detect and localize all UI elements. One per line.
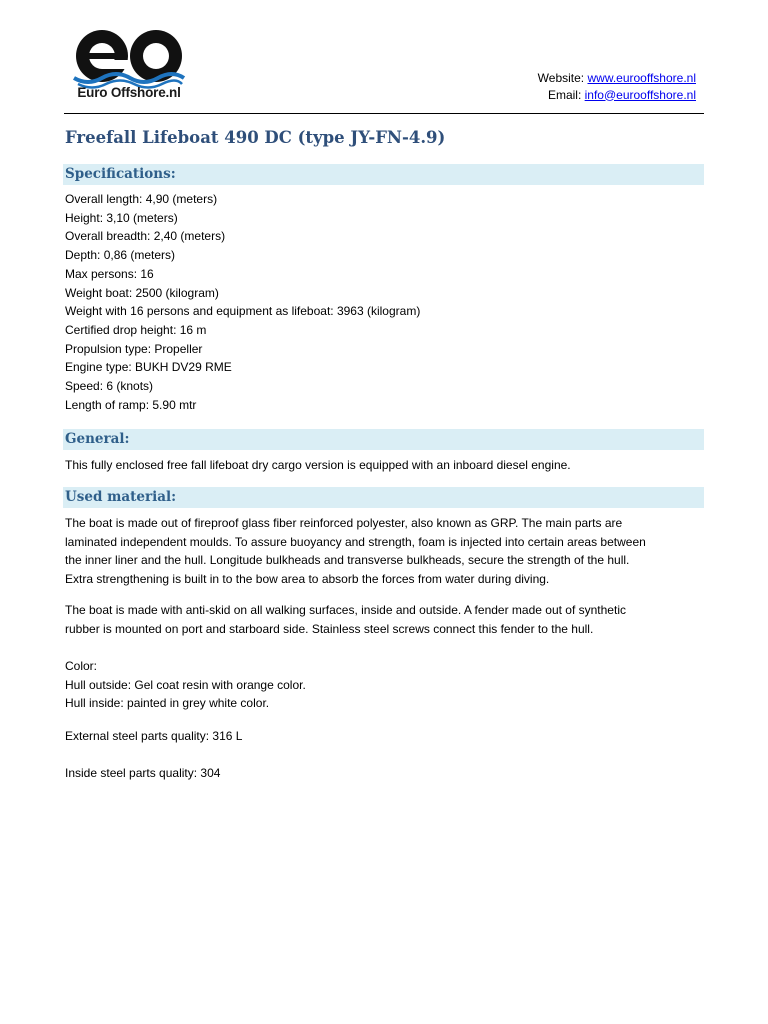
spec-item: Length of ramp: 5.90 mtr	[65, 397, 197, 412]
contact-info	[538, 70, 696, 103]
hull-outside-text: Hull outside: Gel coat resin with orange color.	[65, 677, 306, 692]
external-steel-text: External steel parts quality: 316 L	[65, 729, 243, 743]
material-paragraph-line: Extra strengthening is built in to the bow area to absorb the forces from water during diving.	[65, 572, 550, 587]
material-paragraph-line: The boat is made with anti-skid on all walking surfaces, inside and outside. A fender made out of synthetic	[65, 603, 626, 617]
spec-item: Overall length: 4,90 (meters)	[65, 192, 218, 206]
general-section-bar	[63, 429, 704, 450]
website-label: Website:	[537, 71, 588, 85]
color-label: Color:	[65, 659, 98, 673]
spec-item: Speed: 6 (knots)	[65, 379, 154, 394]
general-text: This fully enclosed free fall lifeboat dry cargo version is equipped with an inboard diesel engine.	[65, 458, 571, 472]
material-paragraph-line: the inner liner and the hull. Longitude bulkheads and transverse bulkheads, secure the strength of the hull.	[65, 553, 630, 568]
website-line	[538, 70, 696, 87]
email-label: Email:	[547, 87, 585, 102]
logo-text: Euro Offshore.nl	[77, 85, 181, 100]
specifications-section-bar	[63, 164, 704, 185]
general-heading: General:	[65, 431, 130, 447]
email-link[interactable]: info@eurooffshore.nl	[584, 87, 696, 102]
spec-item: Engine type: BUKH DV29 RME	[65, 360, 232, 375]
material-paragraph-line: The boat is made out of fireproof glass fiber reinforced polyester, also known as GRP. The main parts are	[65, 516, 623, 530]
spec-item: Max persons: 16	[65, 266, 154, 281]
specifications-list	[65, 190, 420, 414]
material-paragraph-line: laminated independent moulds. To assure buoyancy and strength, foam is injected into certain areas between	[65, 534, 646, 549]
spec-item: Height: 3,10 (meters)	[65, 210, 178, 225]
used-material-heading: Used material:	[65, 489, 177, 505]
hull-inside-text: Hull inside: painted in grey white color.	[65, 696, 270, 711]
website-link[interactable]: www.eurooffshore.nl	[587, 71, 696, 85]
used-material-section-bar	[63, 487, 704, 508]
document-title: Freefall Lifeboat 490 DC (type JY-FN-4.9)	[65, 128, 446, 147]
spec-item: Depth: 0,86 (meters)	[65, 248, 176, 263]
page-header	[64, 18, 704, 114]
spec-item: Certified drop height: 16 m	[65, 322, 207, 337]
spec-item: Overall breadth: 2,40 (meters)	[65, 229, 226, 244]
spec-item: Propulsion type: Propeller	[65, 341, 203, 356]
spec-item: Weight with 16 persons and equipment as lifeboat: 3963 (kilogram)	[65, 304, 421, 319]
specifications-heading: Specifications:	[65, 166, 176, 182]
email-line	[538, 87, 696, 104]
spec-item: Weight boat: 2500 (kilogram)	[65, 285, 219, 300]
inside-steel-text: Inside steel parts quality: 304	[65, 766, 221, 780]
material-paragraph-line: rubber is mounted on port and starboard side. Stainless steel screws connect this fender to the hull.	[65, 621, 594, 636]
material-paragraph-1	[65, 514, 707, 589]
material-paragraph-2	[65, 601, 707, 638]
color-block	[65, 657, 707, 713]
